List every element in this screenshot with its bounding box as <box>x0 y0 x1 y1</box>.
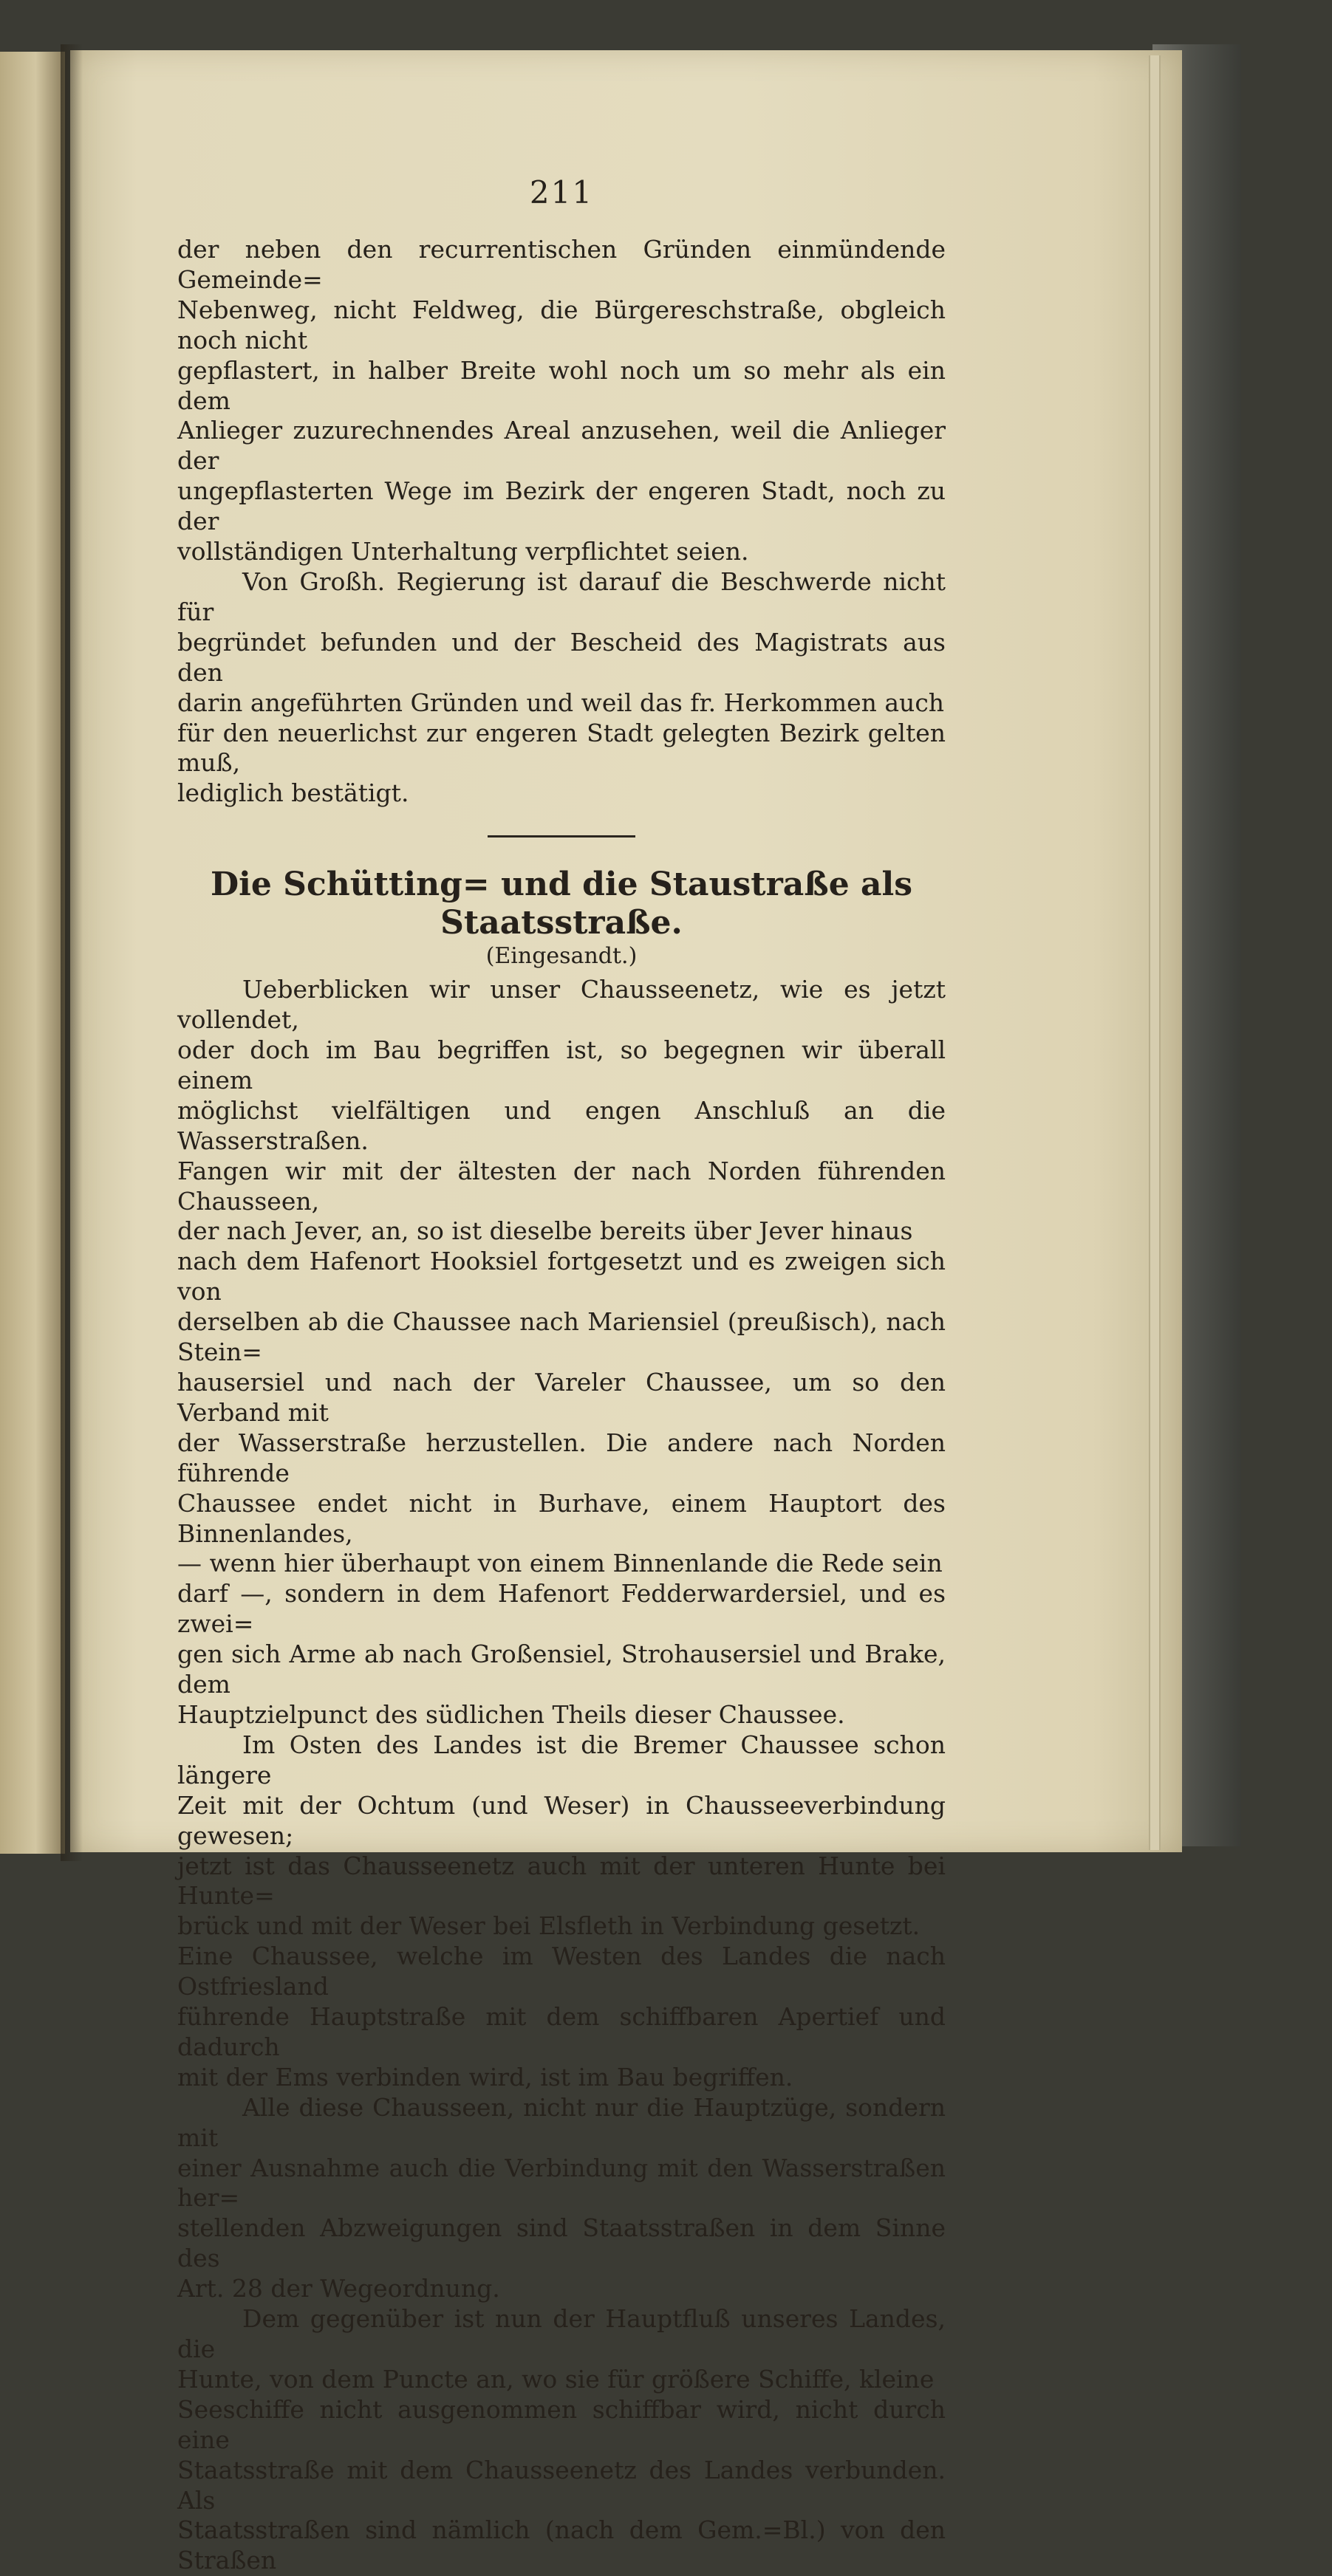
text-line: nach dem Hafenort Hooksiel fortgesetzt und es zweigen sich von <box>177 1247 946 1306</box>
text-line: mit der Ems verbinden wird, ist im Bau begriffen. <box>177 2062 793 2092</box>
page-number: 211 <box>529 174 594 210</box>
text-line: darin angeführten Gründen und weil das fr. Herkommen auch <box>177 688 945 717</box>
article-paragraph-2 <box>177 1730 946 2093</box>
text-line: derselben ab die Chaussee nach Mariensiel (preußisch), nach Stein= <box>177 1307 946 1367</box>
text-line: — wenn hier überhaupt von einem Binnenlande die Rede sein <box>177 1549 943 1578</box>
text-line: Im Osten des Landes ist die Bremer Chaussee schon längere <box>177 1730 946 1789</box>
text-line: Seeschiffe nicht ausgenommen schiffbar wird, nicht durch eine <box>177 2394 946 2454</box>
text-line: einer Ausnahme auch die Verbindung mit den Wasserstraßen her= <box>177 2153 946 2213</box>
text-line: gepflastert, in halber Breite wohl noch um so mehr als ein dem <box>177 355 946 415</box>
text-line: Hunte, von dem Puncte an, wo sie für größere Schiffe, kleine <box>177 2364 935 2394</box>
text-line: Dem gegenüber ist nun der Hauptfluß unseres Landes, die <box>177 2304 946 2363</box>
article-paragraph-1 <box>177 975 946 1730</box>
text-line: der Wasserstraße herzustellen. Die andere nach Norden führende <box>177 1428 946 1487</box>
text-line: Ueberblicken wir unser Chausseenetz, wie es jetzt vollendet, <box>177 975 946 1035</box>
page-text <box>177 174 946 2576</box>
text-line: Nebenweg, nicht Feldweg, die Bürgereschstraße, obgleich noch nicht <box>177 295 946 354</box>
text-line: führende Hauptstraße mit dem schiffbaren Apertief und dadurch <box>177 2002 946 2061</box>
ruling-paragraph <box>177 567 946 809</box>
text-line: Eine Chaussee, welche im Westen des Landes die nach Ostfriesland <box>177 1942 946 2001</box>
text-line: ungepflasterten Wege im Bezirk der engeren Stadt, noch zu der <box>177 476 946 536</box>
text-line: darf —, sondern in dem Hafenort Fedderwardersiel, und es zwei= <box>177 1579 946 1639</box>
page-stack-edge <box>1149 55 1161 1850</box>
text-line: Zeit mit der Ochtum (und Weser) in Chausseeverbindung gewesen; <box>177 1790 946 1850</box>
binding-gutter <box>61 44 83 1861</box>
article-paragraph-3 <box>177 2093 946 2304</box>
text-line: begründet befunden und der Bescheid des Magistrats aus den <box>177 627 946 687</box>
article-source: (Eingesandt.) <box>485 943 638 970</box>
article-title-continued: Staatsstraße. <box>440 904 683 942</box>
text-line: Staatsstraßen sind nämlich (nach dem Gem.=Bl.) von den Straßen <box>177 2515 946 2575</box>
text-line: Hauptzielpunct des südlichen Theils dieser Chaussee. <box>177 1699 845 1729</box>
text-line: Von Großh. Regierung ist darauf die Beschwerde nicht für <box>177 566 946 626</box>
text-line: Chaussee endet nicht in Burhave, einem Hauptort des Binnenlandes, <box>177 1488 946 1548</box>
text-line: hausersiel und nach der Vareler Chaussee, um so den Verband mit <box>177 1368 946 1427</box>
text-line: der neben den recurrentischen Gründen einmündende Gemeinde= <box>177 235 946 294</box>
section-divider <box>488 835 635 837</box>
text-line: vollständigen Unterhaltung verpflichtet seien. <box>177 537 749 566</box>
left-page-edge <box>0 52 65 1854</box>
text-line: oder doch im Bau begriffen ist, so begegnen wir überall einem <box>177 1035 946 1095</box>
continuation-paragraph <box>177 235 946 567</box>
article-paragraph-4 <box>177 2304 946 2576</box>
text-line: lediglich bestätigt. <box>177 778 409 808</box>
text-line: Staatsstraße mit dem Chausseenetz des Landes verbunden. Als <box>177 2455 946 2515</box>
text-line: Fangen wir mit der ältesten der nach Norden führenden Chausseen, <box>177 1156 946 1216</box>
text-line: brück und mit der Weser bei Elsfleth in Verbindung gesetzt. <box>177 1911 921 1941</box>
text-line: stellenden Abzweigungen sind Staatsstraßen in dem Sinne des <box>177 2213 946 2273</box>
text-line: Anlieger zuzurechnendes Areal anzusehen, weil die Anlieger der <box>177 416 946 476</box>
text-line: Alle diese Chausseen, nicht nur die Hauptzüge, sondern mit <box>177 2092 946 2152</box>
article-title: Die Schütting= und die Staustraße als <box>210 866 913 904</box>
text-line: gen sich Arme ab nach Großensiel, Strohausersiel und Brake, dem <box>177 1640 946 1699</box>
text-line: jetzt ist das Chausseenetz auch mit der unteren Hunte bei Hunte= <box>177 1851 946 1911</box>
text-line: der nach Jever, an, so ist dieselbe bereits über Jever hinaus <box>177 1216 913 1246</box>
text-line: möglichst vielfältigen und engen Anschluß an die Wasserstraßen. <box>177 1095 946 1155</box>
text-line: Art. 28 der Wegeordnung. <box>177 2274 500 2303</box>
text-line: für den neuerlichst zur engeren Stadt gelegten Bezirk gelten muß, <box>177 718 946 778</box>
